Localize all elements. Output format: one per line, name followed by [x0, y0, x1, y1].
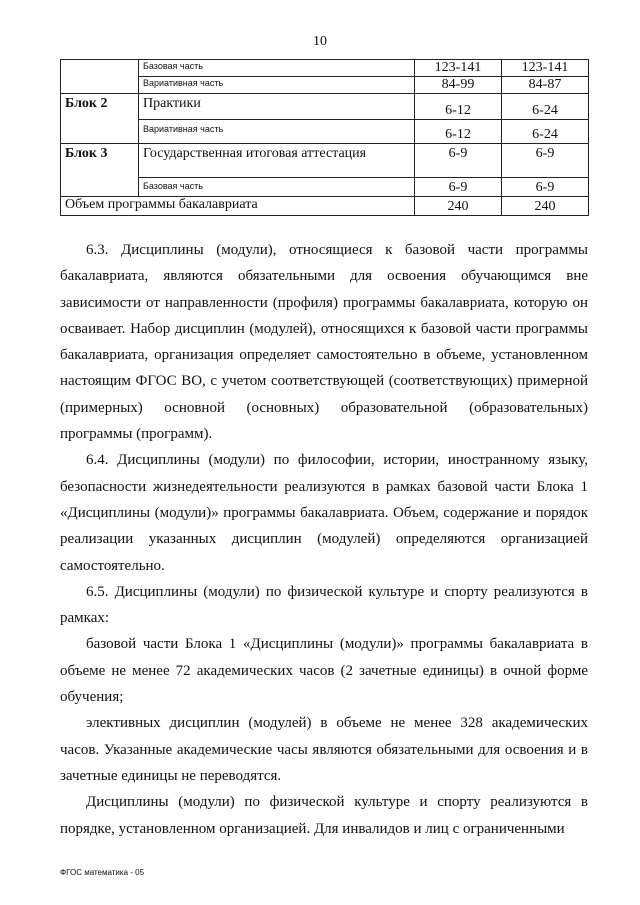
part-name: Государственная итоговая аттестация — [139, 144, 415, 178]
credits-value-1: 6-9 — [415, 178, 502, 197]
credits-value-2: 84-87 — [502, 77, 589, 94]
block-cell — [61, 178, 139, 197]
total-value-2: 240 — [502, 197, 589, 216]
credits-value-1: 6-12 — [415, 120, 502, 144]
credits-value-2: 6-24 — [502, 120, 589, 144]
table-row — [61, 144, 589, 178]
table-row — [61, 178, 589, 197]
paragraph-6-3: 6.3. Дисциплины (модули), относящиеся к базовой части программы бакалавриата, являются обязательными для освоения обучающимся вне зависимости от направленности (профиля) программы бакалавриата, которую он осваивает. Набор дисциплин (модулей), относящихся к базовой части программы бакалавриата, организация определяет самостоятельно в объеме, установленном настоящим ФГОС ВО, с учетом соответствующей (соответствующих) примерной (примерных) основной (основных) образовательной (образовательных) программы (программ). — [60, 242, 588, 443]
list-item: базовой части Блока 1 «Дисциплины (модули)» программы бакалавриата в объеме не менее 72 академических часов (2 зачетные единицы) в очной форме обучения; — [60, 636, 588, 706]
credits-value-1: 6-9 — [415, 144, 502, 178]
table-row — [61, 94, 589, 120]
credits-value-2: 6-9 — [502, 144, 589, 178]
part-name: Практики — [139, 94, 415, 120]
block-cell — [61, 60, 139, 77]
credits-value-1: 84-99 — [415, 77, 502, 94]
total-label: Объем программы бакалавриата — [61, 197, 415, 216]
part-name: Базовая часть — [139, 178, 415, 197]
footer-label: ФГОС математика - 05 — [60, 868, 145, 877]
list-item: элективных дисциплин (модулей) в объеме не менее 328 академических часов. Указанные академические часы являются обязательными для освоения и в зачетные единицы не переводятся. — [60, 715, 588, 784]
block-cell — [61, 120, 139, 144]
block-cell — [61, 77, 139, 94]
credits-value-2: 6-9 — [502, 178, 589, 197]
credits-value-2: 6-24 — [502, 94, 589, 120]
body-text — [60, 237, 588, 842]
block-cell: Блок 3 — [61, 144, 139, 178]
credits-value-2: 123-141 — [502, 60, 589, 77]
table-row — [61, 60, 589, 77]
table-row — [61, 77, 589, 94]
paragraph-6-5: 6.5. Дисциплины (модули) по физической культуре и спорту реализуются в рамках: — [60, 583, 588, 627]
paragraph-6-4: 6.4. Дисциплины (модули) по философии, истории, иностранному языку, безопасности жизнедеятельности реализуются в рамках базовой части Блока 1 «Дисциплины (модули)» программы бакалавриата. Объем, содержание и порядок реализации указанных дисциплин (модулей) определяются организацией самостоятельно. — [60, 452, 588, 574]
page-number: 10 — [313, 34, 327, 49]
credits-table — [60, 59, 589, 216]
total-value-1: 240 — [415, 197, 502, 216]
part-name: Вариативная часть — [139, 77, 415, 94]
part-name: Базовая часть — [139, 60, 415, 77]
credits-value-1: 6-12 — [415, 94, 502, 120]
credits-value-1: 123-141 — [415, 60, 502, 77]
part-name: Вариативная часть — [139, 120, 415, 144]
paragraph-last: Дисциплины (модули) по физической культуре и спорту реализуются в порядке, установленном организацией. Для инвалидов и лиц с ограниченными — [60, 794, 588, 837]
table-row — [61, 120, 589, 144]
block-cell: Блок 2 — [61, 94, 139, 120]
table-row-total — [61, 197, 589, 216]
